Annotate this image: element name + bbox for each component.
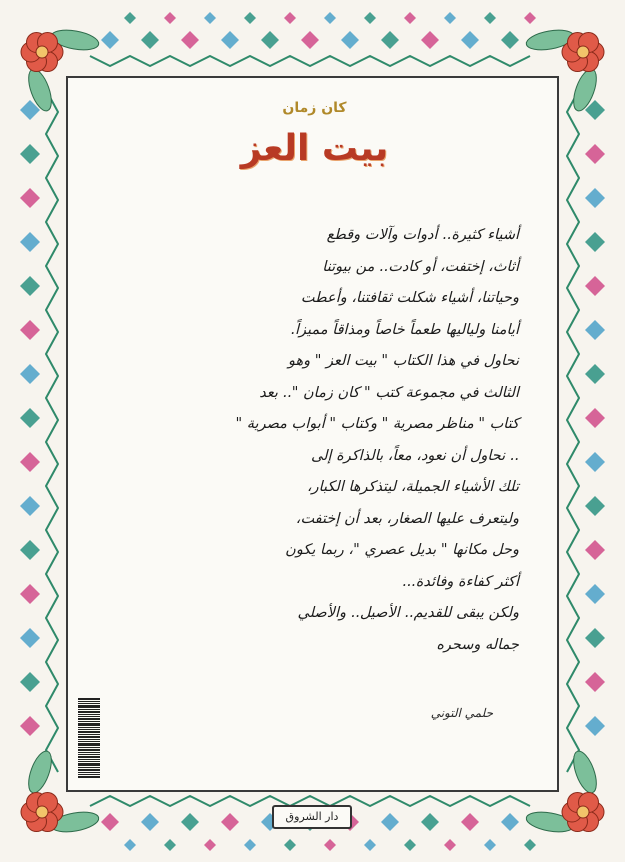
text-line: جماله وسحره <box>436 636 519 653</box>
diamond-right <box>585 452 605 472</box>
flower-bottom-left <box>21 792 63 831</box>
leaf-bottom-left <box>24 748 56 796</box>
diamond-bottom-small <box>484 839 496 851</box>
barcode-bar <box>78 747 100 748</box>
diamond-left <box>20 144 40 164</box>
barcode-bar <box>78 718 100 720</box>
diamond-top-small <box>164 12 176 24</box>
barcode-bar <box>78 776 100 778</box>
diamond-left <box>20 584 40 604</box>
diamond-right <box>585 584 605 604</box>
diamond-right <box>585 716 605 736</box>
zigzag-left <box>46 90 58 772</box>
diamond-bottom-small <box>244 839 256 851</box>
barcode <box>78 698 100 780</box>
diamond-right <box>585 364 605 384</box>
diamond-top-small <box>124 12 136 24</box>
text-line: أثاث، إختفت، أو كادت.. من بيوتنا <box>322 258 519 275</box>
diamond-left <box>20 188 40 208</box>
text-line: نحاول في هذا الكتاب " بيت العز " وهو <box>288 353 519 369</box>
diamond-right <box>585 188 605 208</box>
diamond-bottom-small <box>284 839 296 851</box>
diamond-right <box>585 320 605 340</box>
diamond-left <box>20 452 40 472</box>
diamond-right <box>585 672 605 692</box>
text-line: أشياء كثيرة.. أدوات وآلات وقطع <box>326 227 519 243</box>
flower-bottom-right <box>562 792 604 831</box>
barcode-bar <box>78 709 100 710</box>
diamond-bottom <box>181 813 199 831</box>
text-panel <box>66 76 559 792</box>
text-line: .. نحاول أن نعود، معاً، بالذاكرة إلى <box>311 447 519 464</box>
barcode-bar <box>78 711 100 713</box>
diamond-left <box>20 364 40 384</box>
diamond-bottom <box>461 813 479 831</box>
body-text <box>99 220 519 661</box>
diamond-bottom <box>381 813 399 831</box>
diamond-top-small <box>364 12 376 24</box>
diamond-bottom-small <box>444 839 456 851</box>
diamond-top <box>341 31 359 49</box>
diamond-top <box>221 31 239 49</box>
diamond-top <box>301 31 319 49</box>
text-line: تلك الأشياء الجميلة، ليتذكرها الكبار، <box>306 479 519 495</box>
flower-top-right <box>562 32 604 71</box>
diamond-left <box>20 408 40 428</box>
diamond-top <box>261 31 279 49</box>
text-line: ولكن يبقى للقديم.. الأصيل.. والأصلي <box>297 605 519 621</box>
diamond-bottom <box>101 813 119 831</box>
text-line: أكثر كفاءة وفائدة... <box>401 573 519 590</box>
diamond-top-small <box>204 12 216 24</box>
barcode-bar <box>78 731 100 733</box>
barcode-bar <box>78 769 100 771</box>
diamond-left <box>20 320 40 340</box>
diamond-bottom <box>501 813 519 831</box>
zigzag-top <box>90 56 530 66</box>
barcode-bar <box>78 727 100 728</box>
diamond-bottom <box>221 813 239 831</box>
diamond-bottom-small <box>524 839 536 851</box>
barcode-bar <box>78 741 100 742</box>
barcode-bar <box>78 716 100 717</box>
diamond-top-small <box>524 12 536 24</box>
diamond-left <box>20 672 40 692</box>
diamond-bottom-small <box>164 839 176 851</box>
diamond-right <box>585 276 605 296</box>
diamond-left <box>20 276 40 296</box>
barcode-bar <box>78 754 100 755</box>
diamond-top <box>501 31 519 49</box>
diamond-top <box>381 31 399 49</box>
barcode-bar <box>78 703 100 704</box>
diamond-top <box>461 31 479 49</box>
text-line: وحياتنا، أشياء شكلت ثقافتنا، وأعطت <box>300 290 519 306</box>
diamond-bottom-small <box>324 839 336 851</box>
diamond-bottom <box>141 813 159 831</box>
diamond-top <box>421 31 439 49</box>
barcode-bar <box>78 756 100 758</box>
barcode-bar <box>78 739 100 740</box>
text-line: وحل مكانها " بديل عصري "، ربما يكون <box>285 542 519 558</box>
barcode-bar <box>78 705 100 708</box>
diamond-bottom-small <box>364 839 376 851</box>
diamond-right <box>585 232 605 252</box>
diamond-top-small <box>244 12 256 24</box>
diamond-top <box>101 31 119 49</box>
diamond-top-small <box>284 12 296 24</box>
diamond-top-small <box>444 12 456 24</box>
leaf-bottom-right <box>569 748 601 796</box>
diamond-bottom-small <box>404 839 416 851</box>
diamond-left <box>20 628 40 648</box>
text-line: الثالث في مجموعة كتب " كان زمان ".. بعد <box>259 384 519 401</box>
author-signature: حلمي التوني <box>430 706 493 720</box>
barcode-bar <box>78 736 100 738</box>
series-label: كان زمان <box>282 100 347 116</box>
book-title: بيت العز <box>240 128 389 169</box>
diamond-top-small <box>324 12 336 24</box>
diamond-right <box>585 540 605 560</box>
barcode-bar <box>78 734 100 735</box>
barcode-bar <box>78 763 100 766</box>
diamond-right <box>585 496 605 516</box>
publisher-logo: دار الشروق <box>272 805 352 829</box>
barcode-bar <box>78 721 100 722</box>
text-line: كتاب " مناظر مصرية " وكتاب " أبواب مصرية " <box>235 416 519 432</box>
flower-top-left <box>21 32 63 71</box>
barcode-bar <box>78 714 100 715</box>
diamond-right <box>585 408 605 428</box>
diamond-right <box>585 628 605 648</box>
diamond-bottom-small <box>124 839 136 851</box>
zigzag-right <box>567 90 579 772</box>
barcode-bar <box>78 759 100 760</box>
barcode-bar <box>78 749 100 751</box>
diamond-top <box>181 31 199 49</box>
diamond-bottom-small <box>204 839 216 851</box>
diamond-left <box>20 716 40 736</box>
barcode-bar <box>78 772 100 773</box>
diamond-top-small <box>484 12 496 24</box>
barcode-bar <box>78 774 100 775</box>
barcode-bar <box>78 743 100 746</box>
diamond-left <box>20 496 40 516</box>
barcode-bar <box>78 698 100 700</box>
barcode-bar <box>78 752 100 753</box>
diamond-left <box>20 232 40 252</box>
barcode-bar <box>78 767 100 768</box>
diamond-top <box>141 31 159 49</box>
barcode-bar <box>78 729 100 730</box>
barcode-bar <box>78 723 100 726</box>
text-line: أيامنا ولياليها طعماً خاصاً ومذاقاً مميزاً. <box>290 321 519 338</box>
barcode-bar <box>78 701 100 702</box>
diamond-right <box>585 144 605 164</box>
diamond-top-small <box>404 12 416 24</box>
text-line: وليتعرف عليها الصغار، بعد أن إختفت، <box>295 510 519 527</box>
diamond-left <box>20 540 40 560</box>
diamond-bottom <box>421 813 439 831</box>
barcode-bar <box>78 761 100 762</box>
